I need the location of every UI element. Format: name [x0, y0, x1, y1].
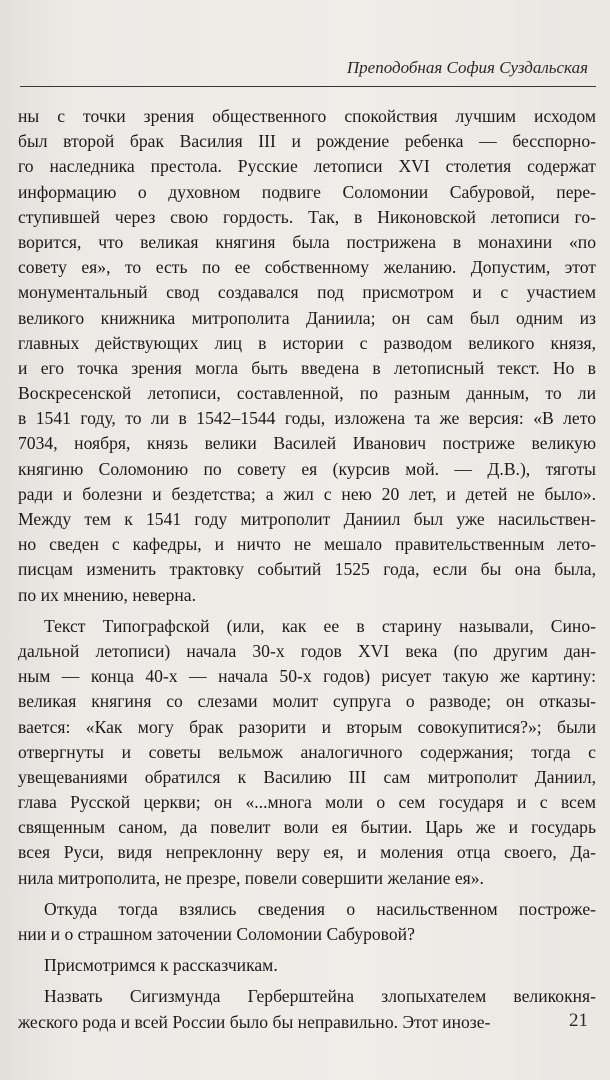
- text-line: Между тем к 1541 году митрополит Даниил был уже насильствен-: [18, 509, 596, 529]
- paragraph: [18, 897, 596, 947]
- text-line: главных действующих лиц в истории с разводом великого князя,: [18, 332, 596, 353]
- text-line: Воскресенской летописи, составленной, по разным данным, то ли: [18, 383, 596, 404]
- body-text: [18, 104, 596, 1035]
- text-line: совету ея», то есть по ее собственному желанию. Допустим, этот: [18, 257, 596, 278]
- text-line: монументальный свод создавался под присмотром и с участием: [18, 282, 596, 303]
- header-rule: [20, 86, 596, 87]
- text-line: 7034, ноября, князь велики Василей Иванович постриже великую: [18, 433, 596, 454]
- text-line: Присмотримся к рассказчикам.: [44, 955, 278, 976]
- text-line: но сведен с кафедры, и ничто не мешало правительственным лето-: [18, 534, 596, 555]
- text-line: отвергнуты и советы вельмож аналогичного содержания; тогда с: [18, 741, 596, 762]
- text-line: по их мнению, неверна.: [18, 584, 197, 605]
- text-line: ворится, что великая княгиня была пострижена в монахини «по: [18, 231, 596, 252]
- text-line: жеского рода и всей России было бы неправильно. Этот инозе-: [18, 1011, 491, 1032]
- paragraph: [18, 614, 596, 891]
- paragraph: [18, 104, 596, 608]
- text-line: глава Русской церкви; он «...многа моли о сем государя и с всем: [18, 792, 596, 813]
- text-line: го наследника престола. Русские летописи XVI столетия содержат: [18, 156, 596, 177]
- text-line: ным — конца 40-х — начала 50-х годов) рисует такую же картину:: [18, 666, 596, 687]
- text-line: был второй брак Василия III и рождение ребенка — бесспорно-: [18, 131, 596, 152]
- text-line: писцам изменить трактовку событий 1525 года, если бы она была,: [18, 559, 596, 580]
- text-line: Откуда тогда взялись сведения о насильственном построже-: [44, 898, 596, 919]
- text-line: Текст Типографской (или, как ее в старину называли, Сино-: [44, 615, 596, 636]
- text-line: великая княгиня со слезами молит супруга о разводе; он отказы-: [18, 691, 596, 712]
- text-line: всея Руси, видя непреклонну веру ея, и моления отца своего, Да-: [18, 842, 596, 863]
- text-line: увещеваниями обратился к Василию III сам митрополит Даниил,: [18, 766, 596, 787]
- text-line: в 1541 году, то ли в 1542–1544 годы, изложена та же версия: «В лето: [18, 408, 596, 429]
- text-line: дальной летописи) начала 30-х годов XVI века (по другим дан-: [18, 640, 596, 661]
- page-number: 21: [569, 1010, 588, 1031]
- text-line: нила митрополита, не презре, повели совершити желание ея».: [18, 867, 484, 888]
- text-line: ны с точки зрения общественного спокойствия лучшим исходом: [18, 106, 596, 126]
- text-line: нии и о страшном заточении Соломонии Сабуровой?: [18, 924, 415, 944]
- text-line: вается: «Как могу брак разорити и вторым совокупитися?»; были: [18, 716, 596, 737]
- text-line: ступившей через свою гордость. Так, в Никоновской летописи го-: [18, 206, 596, 227]
- text-line: информацию о духовном подвиге Соломонии Сабуровой, пере-: [18, 181, 596, 202]
- paragraph: [18, 953, 596, 978]
- text-line: и его точка зрения могла быть введена в летописный текст. Но в: [18, 357, 596, 378]
- text-line: великого книжника митрополита Даниила; он сам был одним из: [18, 307, 596, 328]
- text-line: ради и болезни и бездетства; а жил с нею 20 лет, и детей не было».: [18, 483, 596, 504]
- text-line: Назвать Сигизмунда Герберштейна злопыхателем великокня-: [44, 986, 596, 1007]
- running-head: Преподобная София Суздальская: [346, 58, 588, 77]
- paragraph: [18, 984, 596, 1034]
- text-line: княгиню Соломонию по совету ея (курсив мой. — Д.В.), тяготы: [18, 458, 596, 479]
- text-line: священным саном, да повелит воли ея бытии. Царь же и государь: [18, 817, 596, 838]
